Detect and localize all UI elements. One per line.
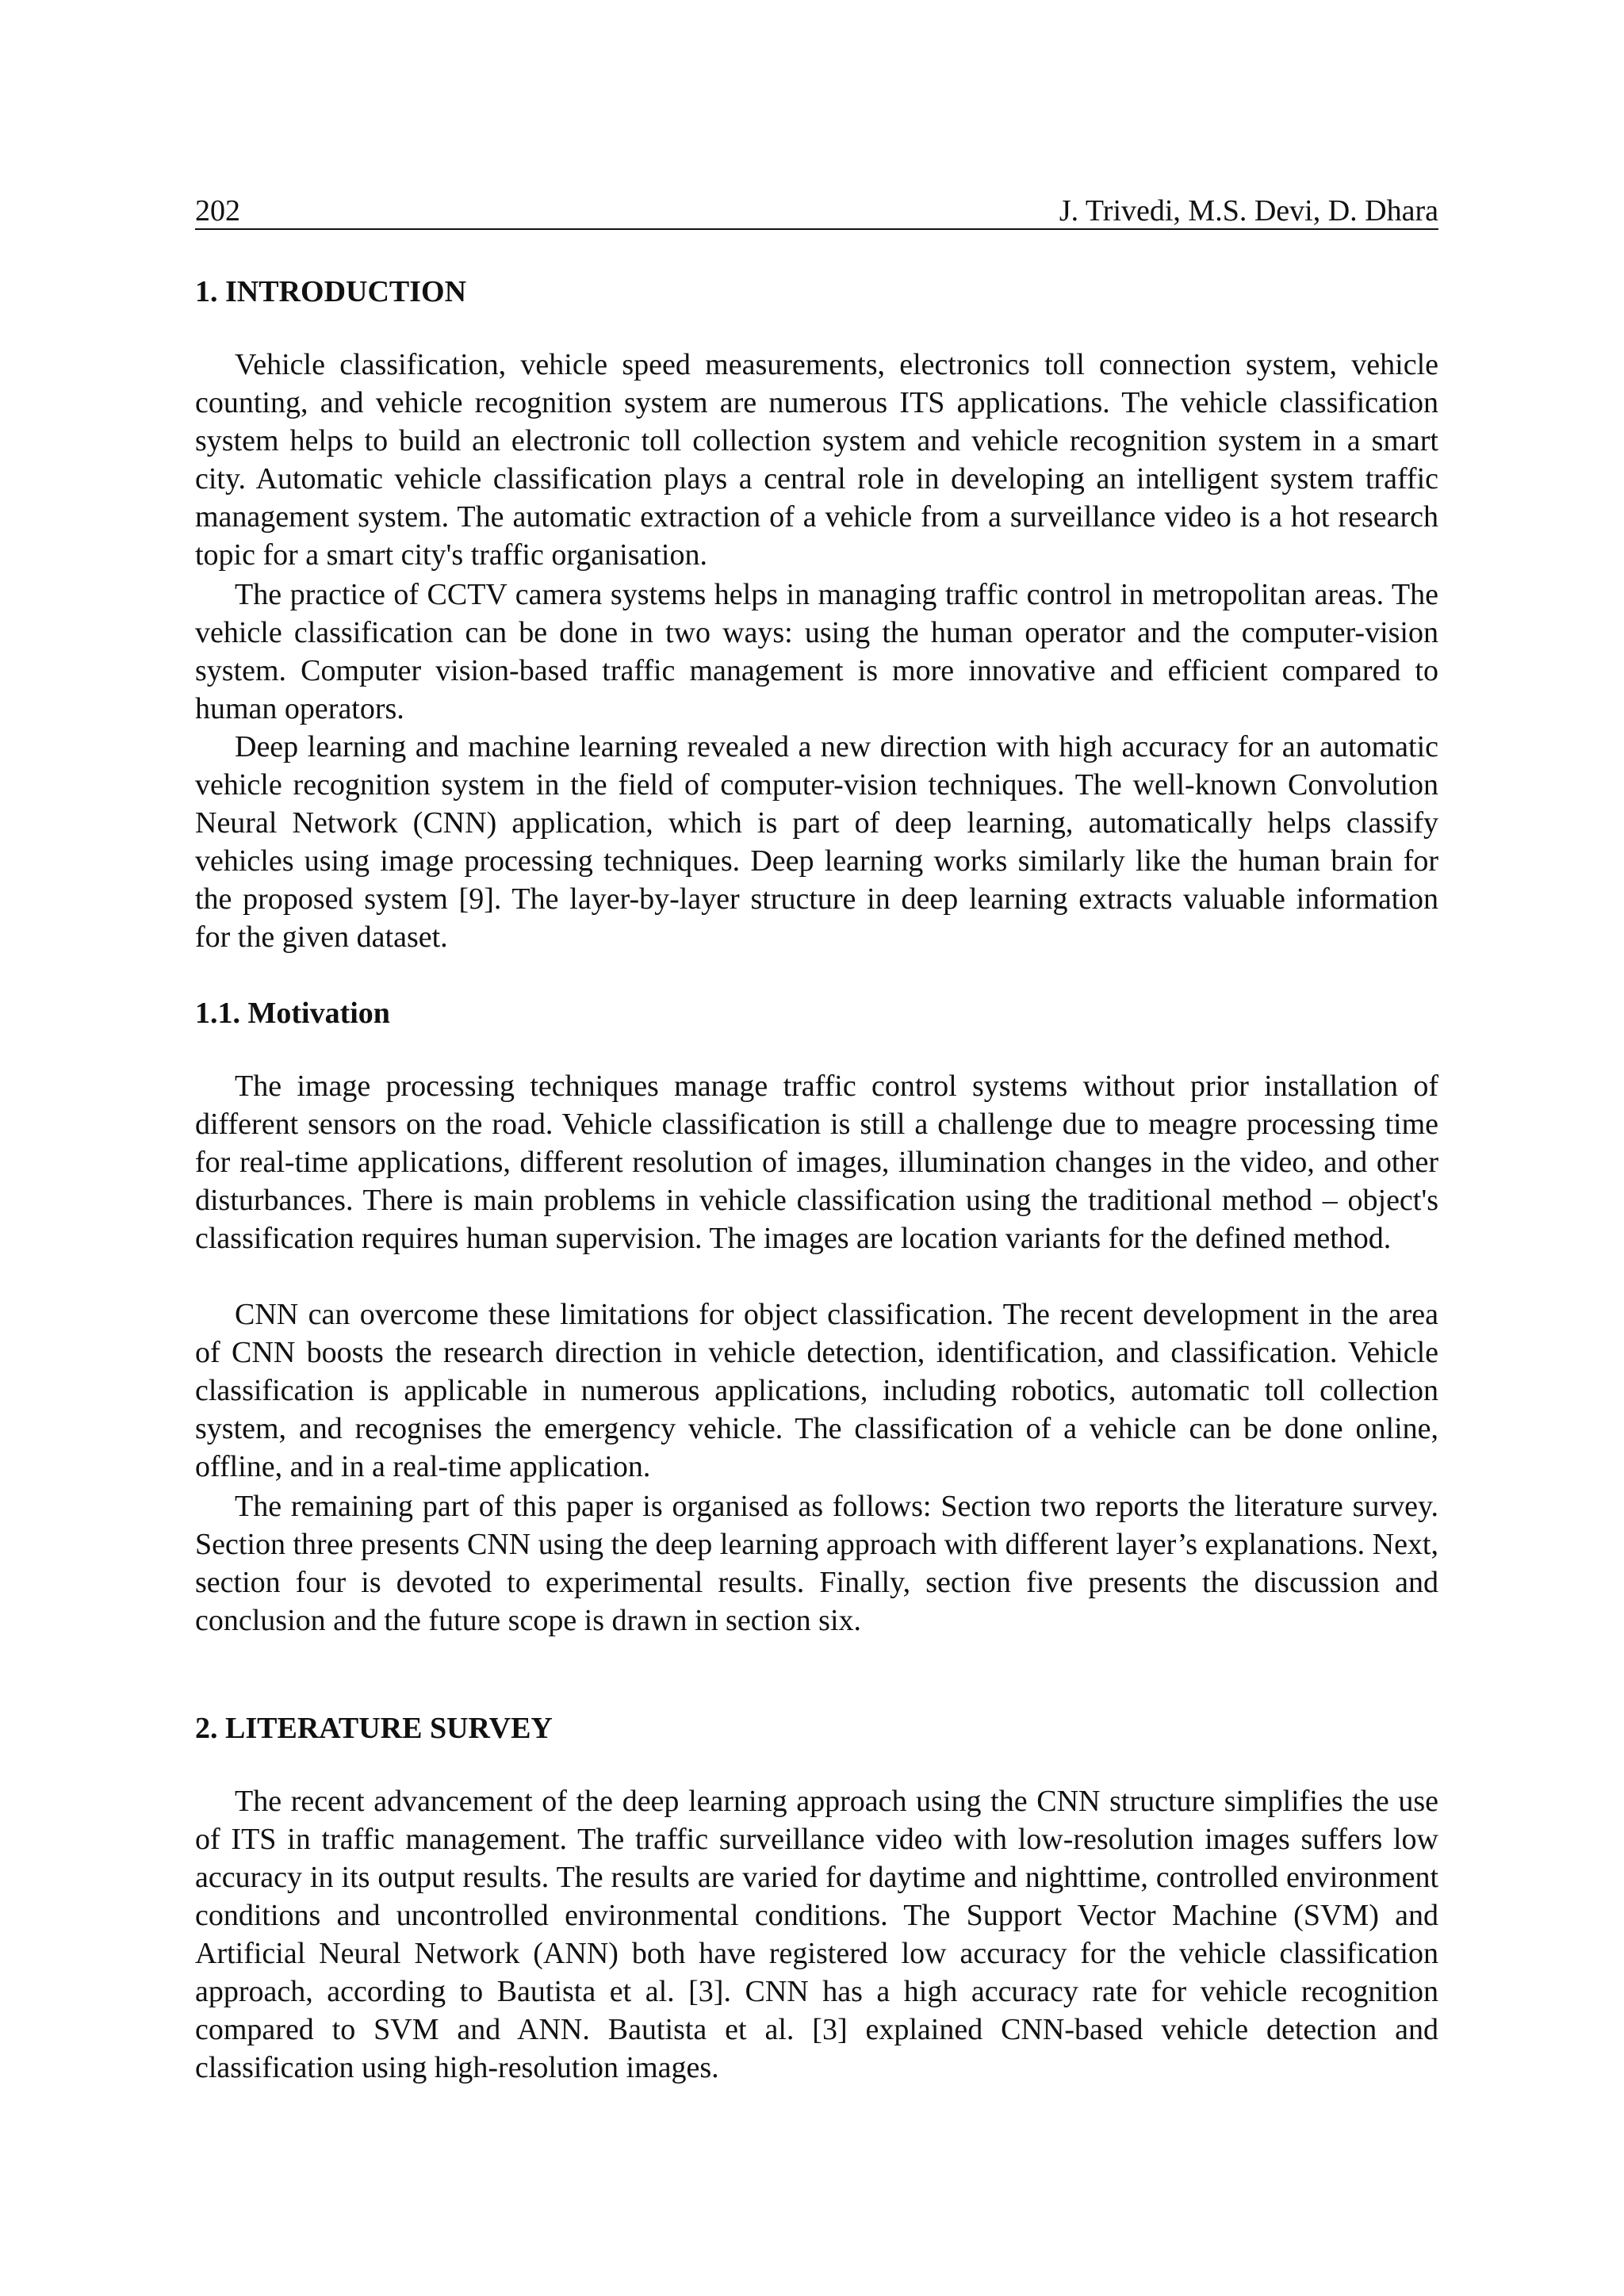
introduction-paragraph-1: Vehicle classification, vehicle speed measurements, electronics toll connection system, vehicle counting, and vehicle recognition system are numerous ITS applications. The vehicle classification system helps to build an electronic toll collection system and vehicle recognition system in a smart city. Automatic vehicle classification plays a central role in developing an intelligent system traffic management system. The automatic extraction of a vehicle from a surveillance video is a hot research topic for a smart city's traffic organisation. xyxy=(195,348,1438,572)
introduction-paragraph-3: Deep learning and machine learning revealed a new direction with high accuracy for an automatic vehicle recognition system in the field of computer-vision techniques. The well-known Convolution Neural Network (CNN) application, which is part of deep learning, automatically helps classify vehicles using image processing techniques. Deep learning works similarly like the human brain for the proposed system [9]. The layer-by-layer structure in deep learning extracts valuable information for the given dataset. xyxy=(195,730,1438,954)
section-heading-introduction: 1. INTRODUCTION xyxy=(195,275,467,308)
section-heading-motivation: 1.1. Motivation xyxy=(195,997,390,1030)
section-heading-literature-survey: 2. LITERATURE SURVEY xyxy=(195,1712,553,1745)
literature-survey-paragraph-1: The recent advancement of the deep learning approach using the CNN structure simplifies the use of ITS in traffic management. The traffic surveillance video with low-resolution images suffers low accuracy in its output results. The results are varied for daytime and nighttime, controlled environment conditions and uncontrolled environmental conditions. The Support Vector Machine (SVM) and Artificial Neural Network (ANN) both have registered low accuracy for the vehicle classification approach, according to Bautista et al. [3]. CNN has a high accuracy rate for vehicle recognition compared to SVM and ANN. Bautista et al. [3] explained CNN-based vehicle detection and classification using high-resolution images. xyxy=(195,1785,1438,2084)
introduction-paragraph-2: The practice of CCTV camera systems helps in managing traffic control in metropolitan areas. The vehicle classification can be done in two ways: using the human operator and the computer-vision system. Computer vision-based traffic management is more innovative and efficient compared to human operators. xyxy=(195,578,1438,725)
page-number: 202 xyxy=(195,194,240,228)
running-header xyxy=(195,193,1438,230)
running-header-authors: J. Trivedi, M.S. Devi, D. Dhara xyxy=(1059,194,1438,228)
motivation-paragraph-1: The image processing techniques manage traffic control systems without prior installation of different sensors on the road. Vehicle classification is still a challenge due to meagre processing time for real-time applications, different resolution of images, illumination changes in the video, and other disturbances. There is main problems in vehicle classification using the traditional method – object's classification requires human supervision. The images are location variants for the defined method. xyxy=(195,1070,1438,1255)
motivation-paragraph-2: CNN can overcome these limitations for object classification. The recent development in the area of CNN boosts the research direction in vehicle detection, identification, and classification. Vehicle classification is applicable in numerous applications, including robotics, automatic toll collection system, and recognises the emergency vehicle. The classification of a vehicle can be done online, offline, and in a real-time application. xyxy=(195,1298,1438,1483)
motivation-paragraph-3: The remaining part of this paper is organised as follows: Section two reports the literature survey. Section three presents CNN using the deep learning approach with different layer’s explanations. Next, section four is devoted to experimental results. Finally, section five presents the discussion and conclusion and the future scope is drawn in section six. xyxy=(195,1490,1438,1637)
